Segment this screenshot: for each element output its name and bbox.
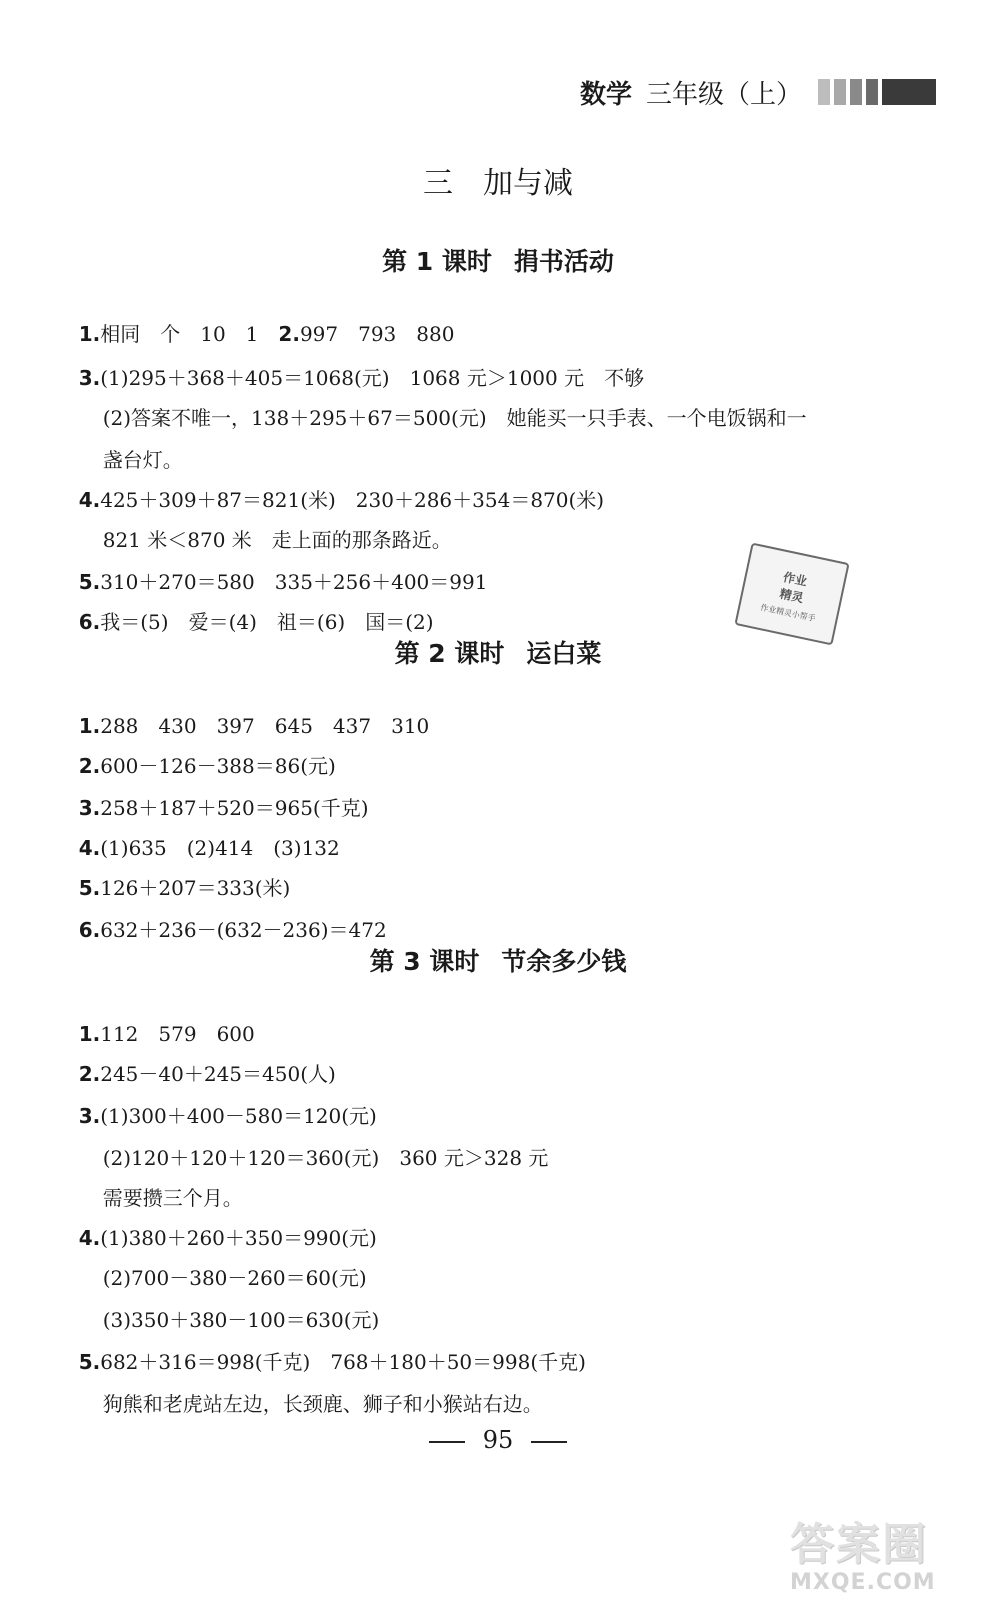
header-grade: 三年级（上） — [646, 79, 803, 110]
page-number-dash — [429, 1441, 465, 1443]
answer-text: (1)635 (2)414 (3)132 — [100, 836, 340, 860]
question-number: 6. — [78, 918, 101, 942]
header-bar — [818, 79, 830, 105]
question-number: 4. — [78, 488, 101, 512]
page-number-text: 95 — [482, 1426, 514, 1454]
answer-text: (1)380＋260＋350＝990(元) — [100, 1226, 377, 1250]
answer-text: 288 430 397 645 437 310 — [100, 714, 430, 738]
answer-text: 相同 个 10 1 — [100, 322, 279, 346]
question-number: 6. — [78, 610, 101, 634]
page-number-dash — [531, 1441, 567, 1443]
lesson-number: 第 1 课时 — [382, 247, 492, 276]
question-number: 3. — [78, 796, 101, 820]
page-header — [580, 74, 940, 110]
question-number: 2. — [78, 1062, 101, 1086]
answer-text: 盏台灯。 — [102, 448, 183, 472]
header-bar — [866, 79, 878, 105]
answer-text: 245－40＋245＝450(人) — [100, 1062, 336, 1086]
watermark-brand: 答案圈 — [790, 1519, 928, 1570]
answer-text: 997 793 880 — [299, 322, 455, 346]
question-number: 2. — [278, 322, 300, 346]
lesson-name: 节余多少钱 — [501, 947, 627, 976]
answer-text: (2)120＋120＋120＝360(元) 360 元＞328 元 — [102, 1146, 549, 1170]
lesson-title-1 — [0, 242, 996, 278]
watermark-logo — [790, 1508, 986, 1594]
header-decoration-bars — [818, 79, 936, 105]
answer-text: 821 米＜870 米 走上面的那条路近。 — [102, 528, 452, 552]
answer-text: 600－126－388＝86(元) — [100, 754, 336, 778]
question-number: 3. — [78, 366, 101, 390]
question-number: 4. — [78, 836, 101, 860]
answer-line — [90, 1362, 543, 1418]
lesson-name: 运白菜 — [526, 639, 602, 668]
answer-text: 狗熊和老虎站左边，长颈鹿、狮子和小猴站右边。 — [102, 1392, 543, 1416]
question-number: 1. — [78, 714, 101, 738]
header-bar-wide — [882, 79, 936, 105]
lesson-number: 第 2 课时 — [394, 639, 505, 668]
question-number: 4. — [78, 1226, 101, 1250]
question-number: 1. — [78, 322, 101, 346]
lesson-number: 第 3 课时 — [369, 947, 480, 976]
header-subject: 数学 — [580, 79, 633, 110]
lesson-title-2 — [0, 634, 996, 670]
stamp-subtext: 作业精灵小帮手 — [759, 602, 817, 623]
answer-text: 112 579 600 — [100, 1022, 255, 1046]
answer-text: 258＋187＋520＝965(千克) — [100, 796, 369, 820]
answer-text: (1)295＋368＋405＝1068(元) 1068 元＞1000 元 不够 — [100, 366, 645, 390]
answer-text: (1)300＋400－580＝120(元) — [100, 1104, 377, 1128]
answer-text: 632＋236－(632－236)＝472 — [100, 918, 387, 942]
question-number: 2. — [78, 754, 101, 778]
question-number: 3. — [78, 1104, 101, 1128]
header-bar — [834, 79, 846, 105]
answer-text: 425＋309＋87＝821(米) 230＋286＋354＝870(米) — [100, 488, 605, 512]
chapter-title: 三 加与减 — [423, 166, 573, 201]
page-number — [0, 1426, 996, 1454]
answer-text: 我＝(5) 爱＝(4) 祖＝(6) 国＝(2) — [100, 610, 434, 634]
answer-text: 682＋316＝998(千克) 768＋180＋50＝998(千克) — [100, 1350, 586, 1374]
answer-line — [90, 376, 807, 432]
answer-line — [66, 580, 434, 636]
stamp-text: 作业 — [782, 569, 809, 589]
answer-text: 需要攒三个月。 — [102, 1186, 243, 1210]
answer-text: 310＋270＝580 335＋256＋400＝991 — [100, 570, 488, 594]
answer-text: (2)答案不唯一，138＋295＋67＝500(元) 她能买一只手表、一个电饭锅和一 — [102, 406, 807, 430]
answer-line — [66, 888, 387, 944]
answer-text: (2)700－380－260＝60(元) — [102, 1266, 367, 1290]
answer-text: (3)350＋380－100＝630(元) — [102, 1308, 380, 1332]
question-number: 1. — [78, 1022, 101, 1046]
lesson-title-3 — [0, 942, 996, 978]
stamp-logo — [734, 543, 849, 646]
question-number: 5. — [78, 1350, 101, 1374]
stamp-text: 精灵 — [778, 586, 805, 605]
watermark-url: MXQE.COM — [790, 1570, 936, 1595]
answer-text: 126＋207＝333(米) — [100, 876, 291, 900]
lesson-name: 捐书活动 — [513, 247, 614, 276]
header-bar — [850, 79, 862, 105]
question-number: 5. — [78, 570, 101, 594]
question-number: 5. — [78, 876, 101, 900]
